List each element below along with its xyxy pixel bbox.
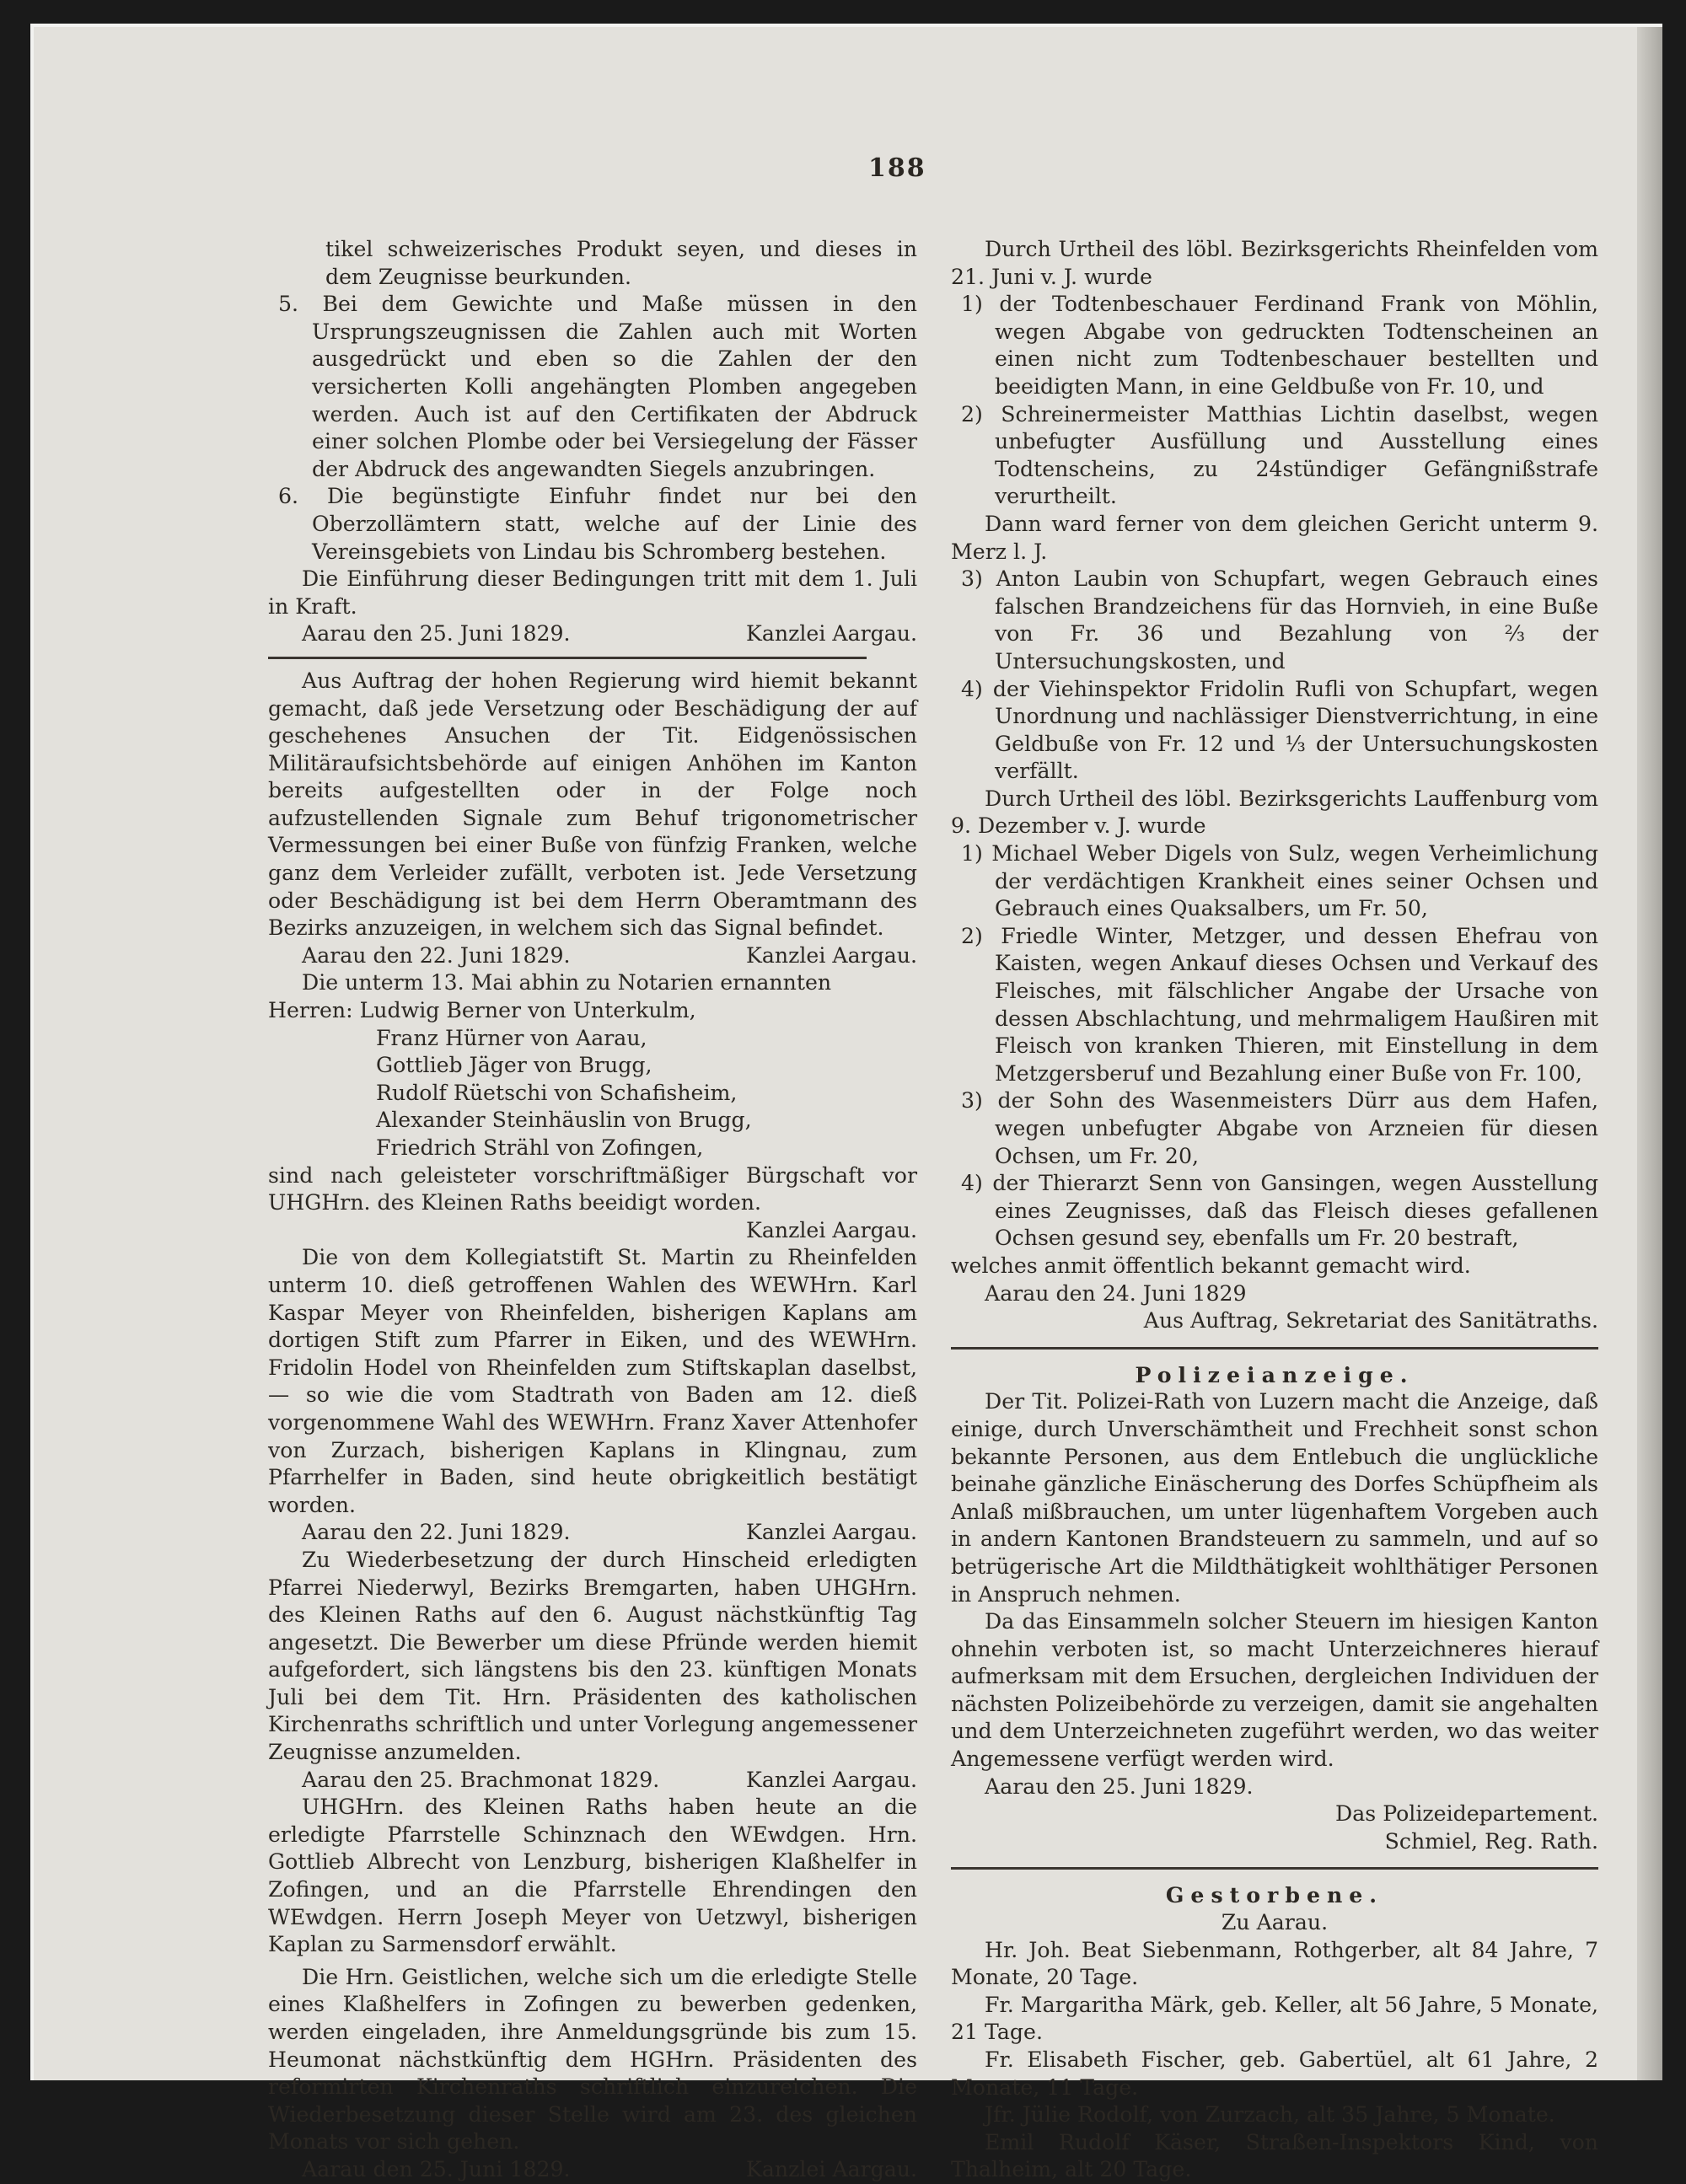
paragraph: UHGHrn. des Kleinen Raths haben heute an die erledigte Pfarrstelle Schinznach den WEwdgen. Hrn. Gottlieb Albrecht von Lenzburg, bisherigen Klaßhelfer in Zofingen, und an die Pfarrstelle Ehrendingen den WEwdgen. Herrn Joseph Meyer von Uetzwyl, bisherigen Kaplan zu Sarmensdorf erwählt. <box>268 1795 917 1957</box>
numbered-item: 1) Michael Weber Digels von Sulz, wegen Verheimlichung der verdächtigen Krankheit eines seiner Ochsen und Gebrauch eines Quaksalbers, um Fr. 50, <box>961 841 1598 921</box>
name-item: Franz Hürner von Aarau, <box>376 1025 647 1050</box>
paragraph: Zu Wiederbesetzung der durch Hinscheid erledigten Pfarrei Niederwyl, Bezirks Bremgarten, haben UHGHrn. des Kleinen Raths auf den 6. August nächstkünftig Tag angesetzt. Die Bewerber um diese Pfründe werden hiemit aufgefordert, sich längstens bis den 23. künftigen Monats Juli bei dem Tit. Hrn. Präsidenten des katholischen Kirchenraths schriftlich und unter Vorlegung angemessener Zeugnisse anzumelden. <box>268 1547 917 1765</box>
paragraph: Da das Einsammeln solcher Steuern im hiesigen Kanton ohnehin verboten ist, so macht Unterzeichneres hierauf aufmerksam mit dem Ersuchen, dergleichen Individuen der nächsten Polizeibehörde zu verzeigen, damit sie angehalten und dem Unterzeichneten zugeführt werden, wo das weiter Angemessene verfügt werden wird. <box>951 1609 1598 1772</box>
notary-name-list <box>268 997 917 1162</box>
signature-office: Das Polizeidepartement. <box>1335 1801 1598 1827</box>
signature-line <box>268 620 917 648</box>
numbered-item: 6. Die begünstigte Einfuhr findet nur bei den Oberzollämtern statt, welche auf der Linie des Vereinsgebiets von Lindau bis Schromberg bestehen. <box>278 484 917 564</box>
signature-office: Kanzlei Aargau. <box>746 621 917 647</box>
right-column <box>951 236 1598 2184</box>
death-entry: Fr. Elisabeth Fischer, geb. Gabertüel, alt 61 Jahre, 2 Monate, 11 Tage. <box>951 2047 1598 2100</box>
signature-office: Kanzlei Aargau. <box>746 942 917 968</box>
name-item: Gottlieb Jäger von Brugg, <box>376 1053 652 1078</box>
signature-office: Kanzlei Aargau. <box>746 2156 917 2181</box>
paragraph: tikel schweizerisches Produkt seyen, und dieses in dem Zeugnisse beurkunden. <box>325 237 917 289</box>
death-entry: Fr. Margaritha Märk, geb. Keller, alt 56 Jahre, 5 Monate, 21 Tage. <box>951 1992 1598 2045</box>
paragraph: sind nach geleisteter vorschriftmäßiger Bürgschaft vor UHGHrn. des Kleinen Raths beeidigt worden. <box>268 1162 917 1215</box>
death-entry: Jfr. Jülie Rodolf, von Zurzach, alt 35 Jahre, 5 Monate. <box>985 2102 1555 2128</box>
signature-place-date: Aarau den 22. Juni 1829. <box>302 1520 571 1545</box>
signature-office: Kanzlei Aargau. <box>746 1767 917 1792</box>
paragraph: Die Einführung dieser Bedingungen tritt mit dem 1. Juli in Kraft. <box>268 566 917 619</box>
numbered-item: 4) der Thierarzt Senn von Gansingen, wegen Ausstellung eines Zeugnisses, daß das Fleisch dieses gefallenen Ochsen gesund sey, ebenfalls um Fr. 20 bestraft, <box>961 1171 1598 1251</box>
names-lead: Herren: Ludwig Berner von Unterkulm, <box>268 998 696 1023</box>
paragraph: Durch Urtheil des löbl. Bezirksgerichts Lauffenburg vom 9. Dezember v. J. wurde <box>951 786 1598 839</box>
numbered-item: 5. Bei dem Gewichte und Maße müssen in den Ursprungszeugnissen die Zahlen auch mit Worten ausgedrückt und eben so die Zahlen der den versicherten Kolli angehängten Plomben angegeben werden. Auch ist auf den Certifikaten der Abdruck einer solchen Plombe oder bei Versiegelung der Fässer der Abdruck des angewandten Siegels anzubringen. <box>278 292 917 481</box>
paragraph: Die unterm 13. Mai abhin zu Notarien ernannten <box>302 970 832 995</box>
signature-place-date: Aarau den 25. Brachmonat 1829. <box>302 1767 660 1792</box>
death-entry: Emil Rudolf Käser, Straßen-Inspektors Kind, von Thalheim, alt 20 Tage. <box>951 2129 1598 2182</box>
signature-line <box>268 942 917 970</box>
name-item: Alexander Steinhäuslin von Brugg, <box>376 1108 752 1133</box>
signature-place-date: Aarau den 22. Juni 1829. <box>302 942 571 968</box>
signature-place-date: Aarau den 25. Juni 1829. <box>985 1773 1254 1799</box>
signature-line <box>268 1519 917 1547</box>
paragraph: Die Hrn. Geistlichen, welche sich um die erledigte Stelle eines Klaßhelfers in Zofingen zu bewerben gedenken, werden eingeladen, ihre Anmeldungsgründe bis zum 15. Heumonat nächstkünftig dem HGHrn. Präsidenten des reformirten Kirchenraths schriftlich einzureichen. Die Wiederbesetzung dieser Stelle wird am 23. des gleichen Monats vor sich gehen. <box>268 1964 917 2154</box>
signature-place-date: Aarau den 25. Juni 1829. <box>302 2156 571 2181</box>
section-divider <box>951 1347 1598 1350</box>
paragraph: Dann ward ferner von dem gleichen Gericht unterm 9. Merz l. J. <box>951 511 1598 564</box>
signature-place-date: Aarau den 25. Juni 1829. <box>302 621 571 647</box>
numbered-item: 4) der Viehinspektor Fridolin Rufli von Schupfart, wegen Unordnung und nachlässiger Dienstverrichtung, in eine Geldbuße von Fr. 12 und ⅓ der Untersuchungskosten verfällt. <box>961 676 1598 784</box>
death-entry: Hr. Joh. Beat Siebenmann, Rothgerber, alt 84 Jahre, 7 Monate, 20 Tage. <box>951 1937 1598 1990</box>
numbered-item: 2) Schreinermeister Matthias Lichtin daselbst, wegen unbefugter Ausfüllung und Ausstellung eines Todtenscheins, zu 24stündiger Gefängnißstrafe verurtheilt. <box>961 401 1598 509</box>
name-item: Rudolf Rüetschi von Schafisheim, <box>376 1080 738 1105</box>
section-heading-police: Polizeianzeige. <box>1135 1361 1415 1387</box>
paragraph: Der Tit. Polizei-Rath von Luzern macht die Anzeige, daß einige, durch Unverschämtheit und Frechheit sonst schon bekannte Personen, aus dem Entlebuch die unglückliche beinahe gänzliche Einäscherung des Dorfes Schüpfheim als Anlaß mißbrauchen, um unter lügenhaftem Vorgeben auch in andern Kantonen Brandsteuern zu sammeln, und auf so betrügerische Art die Mildthätigkeit wohlthätiger Personen in Anspruch nehmen. <box>951 1389 1598 1607</box>
numbered-item: 3) Anton Laubin von Schupfart, wegen Gebrauch eines falschen Brandzeichens für das Hornvieh, in eine Buße von Fr. 36 und Bezahlung von ⅔ der Untersuchungskosten, und <box>961 566 1598 673</box>
page-number: 188 <box>868 153 926 183</box>
signature-office: Kanzlei Aargau. <box>746 1520 917 1545</box>
numbered-item: 3) der Sohn des Wasenmeisters Dürr aus dem Hafen, wegen unbefugter Abgabe von Arzneien für diesen Ochsen, um Fr. 20, <box>961 1088 1598 1168</box>
paragraph: welches anmit öffentlich bekannt gemacht wird. <box>951 1253 1471 1278</box>
section-divider <box>268 657 867 659</box>
section-divider <box>951 1867 1598 1870</box>
paragraph: Die von dem Kollegiatstift St. Martin zu Rheinfelden unterm 10. dieß getroffenen Wahlen des WEWHrn. Karl Kaspar Meyer von Rheinfelden, bisherigen Kaplans am dortigen Stift zum Pfarrer in Eiken, und des WEWHrn. Fridolin Hodel von Rheinfelden zum Stiftskaplan daselbst, — so wie die vom Stadtrath von Baden am 12. dieß vorgenommene Wahl des WEWHrn. Franz Xaver Attenhofer von Zurzach, bisherigen Kaplans in Klingnau, zum Pfarrhelfer in Baden, sind heute obrigkeitlich bestätigt worden. <box>268 1245 917 1517</box>
signature-line <box>268 2156 917 2184</box>
name-item: Friedrich Strähl von Zofingen, <box>376 1135 704 1160</box>
signature-office: Aus Auftrag, Sekretariat des Sanitätraths. <box>1143 1308 1598 1333</box>
newspaper-page <box>30 24 1662 2182</box>
signature-place-date: Aarau den 24. Juni 1829 <box>985 1280 1247 1306</box>
signature-name: Schmiel, Reg. Rath. <box>1384 1828 1598 1854</box>
numbered-item: 1) der Todtenbeschauer Ferdinand Frank von Möhlin, wegen Abgabe von gedruckten Todtenscheinen an einen nicht zum Todtenbeschauer bestellten und beeidigten Mann, in eine Geldbuße von Fr. 10, und <box>961 292 1598 399</box>
section-heading-deaths: Gestorbene. <box>1165 1882 1384 1908</box>
signature-office: Kanzlei Aargau. <box>746 1217 917 1242</box>
deaths-place: Zu Aarau. <box>1221 1910 1329 1935</box>
signature-line <box>268 1767 917 1795</box>
paragraph: Aus Auftrag der hohen Regierung wird hiemit bekannt gemacht, daß jede Versetzung oder Beschädigung der auf geschehenes Ansuchen der Tit. Eidgenössischen Militäraufsichtsbehörde auf einigen Anhöhen im Kanton bereits aufgestellten oder in der Folge noch aufzustellenden Signale zum Behuf trigonometrischer Vermessungen bei einer Buße von fünfzig Franken, welche ganz dem Verleider zufällt, verboten ist. Jede Versetzung oder Beschädigung ist bei dem Herrn Oberamtmann des Bezirks anzuzeigen, in welchem sich das Signal befindet. <box>268 668 917 941</box>
numbered-item: 2) Friedle Winter, Metzger, und dessen Ehefrau von Kaisten, wegen Ankauf dieses Ochsen und Verkauf des Fleisches, mit fälschlicher Angabe der Ursache von dessen Abschlachtung, und mehrmaligem Haußiren mit Fleisch von kranken Thieren, mit Einstellung in dem Metzgersberuf und Bezahlung einer Buße von Fr. 100, <box>961 923 1598 1086</box>
left-column <box>268 236 917 2184</box>
page-fold-shadow <box>1637 27 1662 2080</box>
paragraph: Durch Urtheil des löbl. Bezirksgerichts Rheinfelden vom 21. Juni v. J. wurde <box>951 237 1598 289</box>
